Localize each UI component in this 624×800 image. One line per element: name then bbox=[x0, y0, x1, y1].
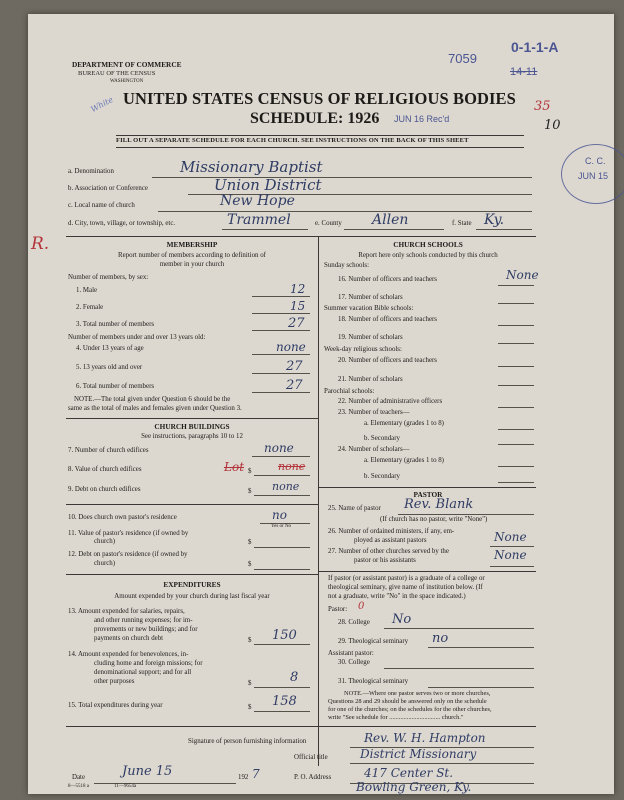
q24-label: 24. Number of scholars— bbox=[338, 446, 410, 453]
q8-lot-value[interactable]: Lot bbox=[224, 460, 245, 474]
code-number: 0-1-1-A bbox=[511, 39, 559, 55]
q3-label: 3. Total number of members bbox=[76, 321, 155, 328]
assistant-subheading: Assistant pastor: bbox=[328, 650, 374, 657]
q3-total-value[interactable]: 27 bbox=[288, 316, 305, 331]
q19-label: 19. Number of scholars bbox=[338, 334, 403, 341]
local-name-value[interactable]: New Hope bbox=[220, 193, 295, 209]
q20-label: 20. Number of officers and teachers bbox=[338, 357, 437, 364]
form-number-2: 11—9654a bbox=[114, 784, 137, 789]
margin-number-35: 35 bbox=[534, 99, 551, 114]
address-value-2[interactable]: Bowling Green, Ky. bbox=[356, 780, 472, 794]
parochial-heading: Parochial schools: bbox=[324, 388, 375, 395]
q2-label: 2. Female bbox=[76, 304, 104, 311]
answer-line bbox=[498, 466, 534, 467]
answer-line bbox=[254, 475, 310, 476]
buildings-sub: See instructions, paragraphs 10 to 12 bbox=[141, 433, 243, 440]
answer-line bbox=[384, 628, 534, 629]
column-divider bbox=[318, 236, 319, 766]
section-rule bbox=[318, 571, 536, 572]
weekday-heading: Week-day religious schools: bbox=[324, 346, 402, 353]
q13-label-3: provements or new buildings; and for bbox=[94, 626, 198, 633]
q5-label: 5. 13 years old and over bbox=[76, 364, 143, 371]
q6-total-value[interactable]: 27 bbox=[286, 378, 303, 393]
dollar-sign: $ bbox=[248, 704, 252, 711]
q1-male-value[interactable]: 12 bbox=[290, 282, 306, 296]
answer-line bbox=[254, 569, 310, 570]
serial-number: 7059 bbox=[448, 51, 477, 66]
answer-line bbox=[428, 647, 534, 648]
q28-label: 28. College bbox=[338, 619, 370, 626]
denomination-label: a. Denomination bbox=[68, 168, 114, 175]
form-title: UNITED STATES CENSUS OF RELIGIOUS BODIES bbox=[123, 89, 516, 108]
pastor-note-3: for one of the churches; on the schedules for the other churches, bbox=[328, 706, 492, 713]
dollar-sign: $ bbox=[248, 561, 252, 568]
seal-date: JUN 15 bbox=[578, 171, 609, 181]
q31-label: 31. Theological seminary bbox=[338, 678, 409, 685]
instruction-line: FILL OUT A SEPARATE SCHEDULE FOR EACH CHURCH. SEE INSTRUCTIONS ON THE BACK OF THIS SHEET bbox=[116, 137, 469, 144]
q10-residence-value[interactable]: no bbox=[272, 508, 287, 522]
pastor-note-2: Questions 28 and 29 should be answered only on the schedule bbox=[328, 698, 487, 705]
rule bbox=[116, 147, 524, 148]
answer-line bbox=[254, 547, 310, 548]
grid-bottom-rule bbox=[66, 726, 536, 727]
buildings-title: CHURCH BUILDINGS bbox=[154, 422, 230, 431]
q23b-label: b. Secondary bbox=[364, 435, 400, 442]
q8-label: 8. Value of church edifices bbox=[68, 466, 142, 473]
official-title-label: Official title bbox=[294, 754, 328, 761]
q14-label-3: denominational support; and for all bbox=[94, 669, 192, 676]
membership-note-2: same as the total of males and females given under Question 3. bbox=[68, 405, 242, 412]
section-rule bbox=[318, 487, 536, 488]
expenditures-title: EXPENDITURES bbox=[163, 580, 221, 589]
q27-label: 27. Number of other churches served by the bbox=[328, 548, 449, 555]
q25-pastor-value[interactable]: Rev. Blank bbox=[404, 497, 474, 512]
q21-label: 21. Number of scholars bbox=[338, 376, 403, 383]
q14-label-4: other purposes bbox=[94, 678, 135, 685]
members-by-sex-label: Number of members, by sex: bbox=[68, 274, 149, 281]
q7-label: 7. Number of church edifices bbox=[68, 447, 149, 454]
q12-label: 12. Debt on pastor's residence (if owned by bbox=[68, 551, 188, 558]
state-value[interactable]: Ky. bbox=[484, 212, 505, 228]
q24b-label: b. Secondary bbox=[364, 473, 400, 480]
answer-line bbox=[252, 313, 310, 314]
city-label: d. City, town, village, or township, etc. bbox=[68, 220, 176, 227]
grad-note-3: not a graduate, write "No" in the space indicated.) bbox=[328, 593, 466, 600]
field-line bbox=[158, 211, 532, 212]
seal-cc: C. C. bbox=[585, 156, 606, 166]
field-line bbox=[476, 229, 532, 230]
q26-ministers-value[interactable]: None bbox=[494, 530, 527, 544]
received-stamp: JUN 16 Rec'd bbox=[394, 114, 450, 124]
q11-label: 11. Value of pastor's residence (if owned by bbox=[68, 530, 189, 537]
q10-label: 10. Does church own pastor's residence bbox=[68, 514, 177, 521]
q15-total-value[interactable]: 158 bbox=[272, 694, 297, 709]
address-value-1[interactable]: 417 Center St. bbox=[364, 766, 454, 780]
membership-intro-1: Report number of members according to definition of bbox=[118, 252, 266, 259]
q7-edifices-value[interactable]: none bbox=[264, 441, 294, 455]
answer-line bbox=[254, 711, 310, 712]
signature-value[interactable]: Rev. W. H. Hampton bbox=[364, 731, 486, 745]
answer-line bbox=[252, 354, 310, 355]
schools-sub: Report here only schools conducted by this church bbox=[358, 252, 498, 259]
dollar-sign: $ bbox=[248, 539, 252, 546]
q9-label: 9. Debt on church edifices bbox=[68, 486, 141, 493]
q14-benevolence-value[interactable]: 8 bbox=[290, 670, 299, 685]
q25-label: 25. Name of pastor bbox=[328, 505, 381, 512]
white-stamp: White bbox=[89, 94, 115, 115]
q13-label-2: and other running expenses; for im- bbox=[94, 617, 193, 624]
sunday-heading: Sunday schools: bbox=[324, 262, 369, 269]
q29-label: 29. Theological seminary bbox=[338, 638, 409, 645]
year-label: 192 bbox=[238, 774, 249, 781]
field-line bbox=[344, 229, 444, 230]
answer-line bbox=[498, 303, 534, 304]
q15-label: 15. Total expenditures during year bbox=[68, 702, 163, 709]
summer-heading: Summer vacation Bible schools: bbox=[324, 305, 414, 312]
form-number: 8—5518 a bbox=[68, 784, 89, 789]
q5-over13-value[interactable]: 27 bbox=[286, 359, 303, 374]
local-name-label: c. Local name of church bbox=[68, 202, 135, 209]
q13-running-value[interactable]: 150 bbox=[272, 628, 297, 643]
q6-label: 6. Total number of members bbox=[76, 383, 155, 390]
signature-label: Signature of person furnishing information bbox=[188, 738, 307, 745]
date-label: Date bbox=[72, 774, 86, 781]
q1-label: 1. Male bbox=[76, 287, 98, 294]
answer-line bbox=[498, 325, 534, 326]
q23a-label: a. Elementary (grades 1 to 8) bbox=[364, 420, 444, 427]
membership-intro-2: member in your church bbox=[159, 261, 225, 268]
q23-label: 23. Number of teachers— bbox=[338, 409, 410, 416]
q12-label-cont: church) bbox=[94, 560, 116, 567]
department-label: DEPARTMENT OF COMMERCE bbox=[72, 60, 182, 69]
q14-label-1: 14. Amount expended for benevolences, in- bbox=[68, 651, 189, 658]
answer-line bbox=[254, 495, 310, 496]
q30-label: 30. College bbox=[338, 659, 370, 666]
schedule-year: SCHEDULE: 1926 bbox=[250, 110, 380, 127]
section-rule bbox=[66, 574, 318, 575]
answer-line bbox=[398, 514, 534, 515]
q25-hint: (If church has no pastor, write "None") bbox=[380, 516, 488, 523]
q26-label-cont: ployed as assistant pastors bbox=[354, 537, 427, 544]
pastor-title: PASTOR bbox=[413, 490, 443, 499]
field-line bbox=[222, 229, 308, 230]
answer-line bbox=[498, 482, 534, 483]
census-schedule-sheet bbox=[28, 14, 614, 794]
q14-label-2: cluding home and foreign missions; for bbox=[94, 660, 203, 667]
section-rule bbox=[66, 504, 318, 505]
rule bbox=[116, 135, 524, 136]
schools-title: CHURCH SCHOOLS bbox=[393, 240, 463, 249]
date-value[interactable]: June 15 bbox=[122, 764, 173, 779]
answer-line bbox=[490, 566, 534, 567]
po-address-label: P. O. Address bbox=[294, 774, 332, 781]
dollar-sign: $ bbox=[248, 468, 252, 475]
membership-title: MEMBERSHIP bbox=[166, 240, 218, 249]
answer-line bbox=[498, 407, 534, 408]
state-label: f. State bbox=[452, 220, 472, 227]
pastor-subheading: Pastor: bbox=[328, 606, 348, 613]
q4-label: 4. Under 13 years of age bbox=[76, 345, 144, 352]
answer-line bbox=[490, 546, 534, 547]
expenditures-sub: Amount expended by your church during last fiscal year bbox=[114, 593, 270, 600]
answer-line bbox=[252, 456, 310, 457]
q27-churches-value[interactable]: None bbox=[494, 548, 527, 562]
q26-label: 26. Number of ordained ministers, if any, em- bbox=[328, 528, 455, 535]
county-value[interactable]: Allen bbox=[372, 212, 409, 228]
margin-r-mark: R. bbox=[31, 234, 50, 254]
field-line bbox=[152, 177, 532, 178]
association-label: b. Association or Conference bbox=[68, 185, 148, 192]
q11-label-cont: church) bbox=[94, 538, 116, 545]
q17-label: 17. Number of scholars bbox=[338, 294, 403, 301]
grid-top-rule bbox=[66, 236, 536, 237]
dollar-sign: $ bbox=[248, 637, 252, 644]
year-value[interactable]: 7 bbox=[252, 767, 260, 781]
official-title-value[interactable]: District Missionary bbox=[360, 747, 477, 761]
pastor-mark: 0 bbox=[358, 601, 365, 612]
q13-label-4: payments on church debt bbox=[94, 635, 164, 642]
q10-hint: Yes or No bbox=[271, 524, 292, 529]
q16-officers-value[interactable]: None bbox=[506, 268, 539, 282]
q27-label-cont: pastor or his assistants bbox=[354, 557, 416, 564]
answer-line bbox=[384, 668, 534, 669]
dollar-sign: $ bbox=[248, 680, 252, 687]
dollar-sign: $ bbox=[248, 488, 252, 495]
pastor-note-1: NOTE.—Where one pastor serves two or more churches, bbox=[344, 690, 491, 697]
grad-note-2: theological seminary, give name of institution below. (If bbox=[328, 584, 483, 591]
denomination-value[interactable]: Missionary Baptist bbox=[180, 158, 323, 176]
q18-label: 18. Number of officers and teachers bbox=[338, 316, 437, 323]
answer-line bbox=[252, 296, 310, 297]
q22-label: 22. Number of administrative officers bbox=[338, 398, 443, 405]
answer-line bbox=[498, 285, 534, 286]
bureau-label: BUREAU OF THE CENSUS bbox=[78, 70, 156, 77]
q8-struck-value: none bbox=[278, 460, 306, 473]
struck-code: 14-11 bbox=[510, 66, 538, 78]
answer-line bbox=[428, 687, 534, 688]
section-rule bbox=[66, 418, 318, 419]
grad-note-1: If pastor (or assistant pastor) is a graduate of a college or bbox=[328, 575, 485, 582]
q29-seminary-value[interactable]: no bbox=[432, 631, 449, 646]
q4-under13-value[interactable]: none bbox=[276, 340, 306, 354]
margin-number-10: 10 bbox=[544, 118, 561, 133]
membership-note-1: NOTE.—The total given under Question 6 should be the bbox=[74, 396, 231, 403]
title-line bbox=[350, 763, 534, 764]
q28-college-value[interactable]: No bbox=[392, 612, 412, 627]
answer-line bbox=[498, 385, 534, 386]
answer-line bbox=[254, 687, 310, 688]
answer-line bbox=[498, 366, 534, 367]
pastor-note-4: write "See schedule for ................................ church." bbox=[328, 714, 464, 721]
q13-label-1: 13. Amount expended for salaries, repairs, bbox=[68, 608, 185, 615]
q2-female-value[interactable]: 15 bbox=[290, 299, 306, 313]
answer-line bbox=[498, 343, 534, 344]
city-value[interactable]: Trammel bbox=[227, 212, 291, 228]
answer-line bbox=[498, 429, 534, 430]
age-heading: Number of members under and over 13 years old: bbox=[68, 334, 206, 341]
answer-line bbox=[254, 644, 310, 645]
county-label: e. County bbox=[315, 220, 342, 227]
association-value[interactable]: Union District bbox=[214, 176, 322, 194]
q16-label: 16. Number of officers and teachers bbox=[338, 276, 437, 283]
answer-line bbox=[498, 444, 534, 445]
q24a-label: a. Elementary (grades 1 to 8) bbox=[364, 457, 444, 464]
city-label: WASHINGTON bbox=[110, 79, 144, 84]
q9-debt-value[interactable]: none bbox=[272, 480, 300, 493]
